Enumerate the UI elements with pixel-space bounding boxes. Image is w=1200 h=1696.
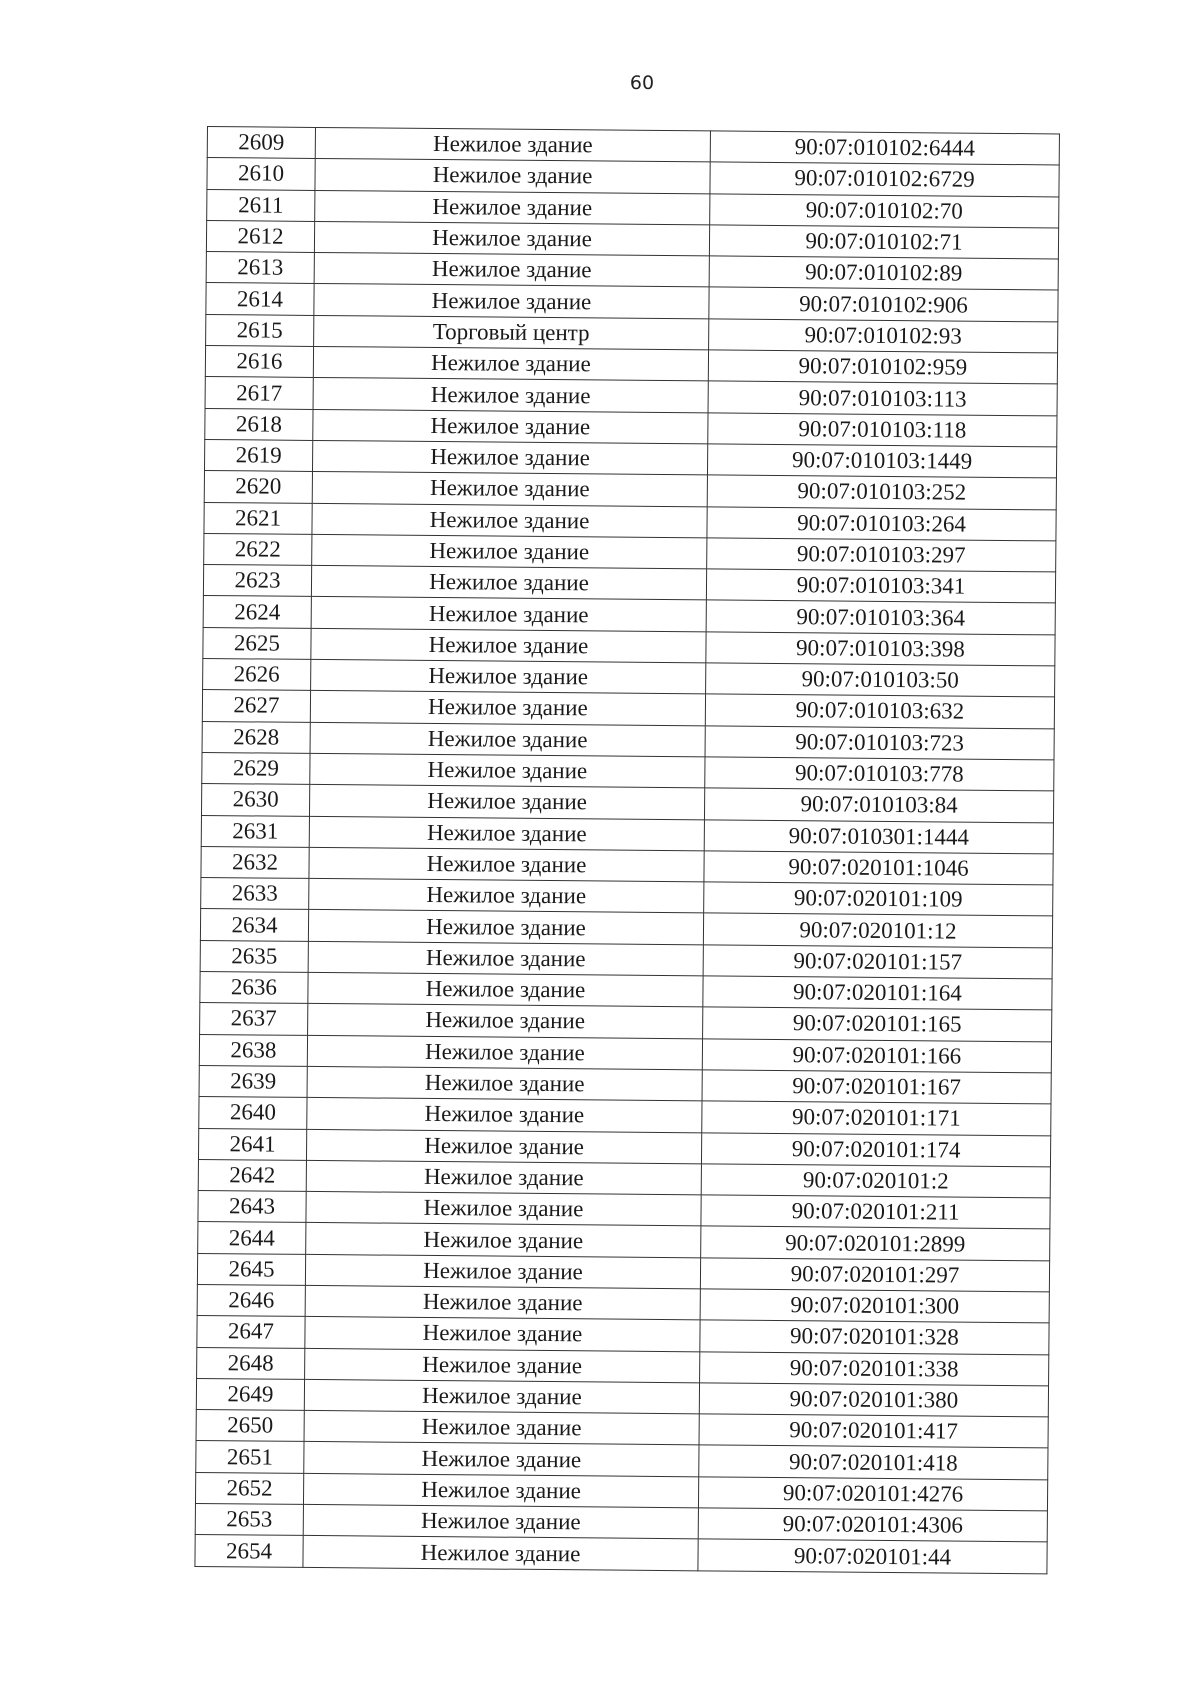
cadastral-number-cell: 90:07:020101:417 xyxy=(699,1414,1048,1448)
object-name-cell: Нежилое здание xyxy=(312,440,707,475)
object-name-cell: Нежилое здание xyxy=(308,941,703,976)
cadastral-number-cell: 90:07:010103:84 xyxy=(704,788,1053,822)
row-number-cell: 2615 xyxy=(206,314,314,346)
cadastral-number-cell: 90:07:020101:4276 xyxy=(698,1477,1047,1511)
cadastral-number-cell: 90:07:010103:50 xyxy=(706,663,1055,697)
object-name-cell: Нежилое здание xyxy=(306,1129,701,1164)
object-name-cell: Нежилое здание xyxy=(306,1192,701,1227)
row-number-cell: 2609 xyxy=(207,127,315,159)
cadastral-number-cell: 90:07:010103:113 xyxy=(708,381,1057,415)
row-number-cell: 2652 xyxy=(195,1472,303,1504)
row-number-cell: 2631 xyxy=(201,815,309,847)
object-name-cell: Нежилое здание xyxy=(310,722,705,757)
cadastral-number-cell: 90:07:010103:252 xyxy=(707,475,1056,509)
object-name-cell: Нежилое здание xyxy=(305,1317,700,1352)
row-number-cell: 2633 xyxy=(201,878,309,910)
object-name-cell: Нежилое здание xyxy=(308,910,703,945)
object-name-cell: Нежилое здание xyxy=(303,1504,698,1539)
row-number-cell: 2630 xyxy=(201,784,309,816)
cadastral-number-cell: 90:07:010102:6444 xyxy=(710,131,1059,165)
object-name-cell: Нежилое здание xyxy=(313,347,708,382)
row-number-cell: 2654 xyxy=(195,1535,303,1567)
object-name-cell: Нежилое здание xyxy=(304,1442,699,1477)
cadastral-number-cell: 90:07:010103:341 xyxy=(706,569,1055,603)
row-number-cell: 2651 xyxy=(196,1441,304,1473)
cadastral-number-cell: 90:07:010103:364 xyxy=(706,600,1055,634)
row-number-cell: 2646 xyxy=(197,1284,305,1316)
row-number-cell: 2644 xyxy=(198,1222,306,1254)
row-number-cell: 2617 xyxy=(205,377,313,409)
object-name-cell: Нежилое здание xyxy=(307,1035,702,1070)
row-number-cell: 2622 xyxy=(204,533,312,565)
object-name-cell: Нежилое здание xyxy=(312,472,707,507)
row-number-cell: 2625 xyxy=(203,627,311,659)
object-name-cell: Нежилое здание xyxy=(314,284,709,319)
cadastral-number-cell: 90:07:020101:1046 xyxy=(704,851,1053,885)
object-name-cell: Нежилое здание xyxy=(312,503,707,538)
cadastral-number-cell: 90:07:020101:211 xyxy=(701,1195,1050,1229)
cadastral-number-cell: 90:07:010103:632 xyxy=(705,694,1054,728)
object-name-cell: Нежилое здание xyxy=(309,816,704,851)
cadastral-number-cell: 90:07:020101:109 xyxy=(704,882,1053,916)
cadastral-number-cell: 90:07:010102:71 xyxy=(709,225,1058,259)
object-name-cell: Нежилое здание xyxy=(311,628,706,663)
row-number-cell: 2650 xyxy=(196,1410,304,1442)
object-name-cell: Нежилое здание xyxy=(304,1379,699,1414)
object-name-cell: Нежилое здание xyxy=(315,159,710,194)
cadastral-number-cell: 90:07:020101:300 xyxy=(700,1289,1049,1323)
row-number-cell: 2611 xyxy=(207,189,315,221)
row-number-cell: 2647 xyxy=(197,1316,305,1348)
cadastral-number-cell: 90:07:020101:297 xyxy=(700,1258,1049,1292)
cadastral-number-cell: 90:07:020101:338 xyxy=(700,1351,1049,1385)
row-number-cell: 2638 xyxy=(199,1034,307,1066)
cadastral-number-cell: 90:07:010103:398 xyxy=(706,632,1055,666)
row-number-cell: 2629 xyxy=(202,752,310,784)
object-name-cell: Нежилое здание xyxy=(307,1098,702,1133)
object-name-cell: Нежилое здание xyxy=(313,409,708,444)
cadastral-number-cell: 90:07:010103:264 xyxy=(707,506,1056,540)
row-number-cell: 2640 xyxy=(199,1097,307,1129)
cadastral-number-cell: 90:07:010102:6729 xyxy=(710,162,1059,196)
object-name-cell: Нежилое здание xyxy=(305,1254,700,1289)
row-number-cell: 2628 xyxy=(202,721,310,753)
row-number-cell: 2612 xyxy=(206,220,314,252)
cadastral-number-cell: 90:07:020101:164 xyxy=(703,976,1052,1010)
object-name-cell: Нежилое здание xyxy=(315,127,710,162)
cadastral-number-cell: 90:07:010102:70 xyxy=(710,193,1059,227)
row-number-cell: 2614 xyxy=(206,283,314,315)
row-number-cell: 2634 xyxy=(200,909,308,941)
object-name-cell: Нежилое здание xyxy=(303,1536,698,1571)
object-name-cell: Нежилое здание xyxy=(312,534,707,569)
object-name-cell: Нежилое здание xyxy=(303,1473,698,1508)
row-number-cell: 2623 xyxy=(203,565,311,597)
cadastral-number-cell: 90:07:010301:1444 xyxy=(704,819,1053,853)
object-name-cell: Нежилое здание xyxy=(310,753,705,788)
cadastral-number-cell: 90:07:010102:959 xyxy=(708,350,1057,384)
object-name-cell: Нежилое здание xyxy=(308,1004,703,1039)
row-number-cell: 2648 xyxy=(197,1347,305,1379)
object-name-cell: Нежилое здание xyxy=(311,659,706,694)
cadastral-number-cell: 90:07:020101:2899 xyxy=(701,1226,1050,1260)
row-number-cell: 2616 xyxy=(205,346,313,378)
cadastral-number-cell: 90:07:010103:778 xyxy=(705,757,1054,791)
object-name-cell: Нежилое здание xyxy=(309,785,704,820)
object-name-cell: Нежилое здание xyxy=(311,597,706,632)
registry-table-body xyxy=(195,127,1060,1574)
row-number-cell: 2653 xyxy=(195,1504,303,1536)
row-number-cell: 2636 xyxy=(200,971,308,1003)
row-number-cell: 2632 xyxy=(201,846,309,878)
cadastral-number-cell: 90:07:020101:418 xyxy=(699,1445,1048,1479)
object-name-cell: Нежилое здание xyxy=(305,1285,700,1320)
object-name-cell: Нежилое здание xyxy=(307,1066,702,1101)
object-name-cell: Нежилое здание xyxy=(310,691,705,726)
cadastral-number-cell: 90:07:010103:723 xyxy=(705,726,1054,760)
object-name-cell: Нежилое здание xyxy=(313,378,708,413)
cadastral-number-cell: 90:07:020101:380 xyxy=(699,1383,1048,1417)
row-number-cell: 2639 xyxy=(199,1065,307,1097)
row-number-cell: 2645 xyxy=(197,1253,305,1285)
cadastral-number-cell: 90:07:020101:4306 xyxy=(698,1508,1047,1542)
table-row xyxy=(195,1535,1047,1574)
row-number-cell: 2613 xyxy=(206,252,314,284)
row-number-cell: 2635 xyxy=(200,940,308,972)
row-number-cell: 2643 xyxy=(198,1191,306,1223)
object-name-cell: Нежилое здание xyxy=(305,1348,700,1383)
object-name-cell: Нежилое здание xyxy=(308,972,703,1007)
row-number-cell: 2626 xyxy=(203,659,311,691)
cadastral-number-cell: 90:07:020101:157 xyxy=(703,945,1052,979)
row-number-cell: 2620 xyxy=(204,471,312,503)
cadastral-number-cell: 90:07:020101:167 xyxy=(702,1070,1051,1104)
cadastral-number-cell: 90:07:020101:165 xyxy=(703,1007,1052,1041)
row-number-cell: 2624 xyxy=(203,596,311,628)
object-name-cell: Нежилое здание xyxy=(304,1411,699,1446)
cadastral-number-cell: 90:07:020101:12 xyxy=(703,913,1052,947)
row-number-cell: 2621 xyxy=(204,502,312,534)
row-number-cell: 2637 xyxy=(200,1003,308,1035)
cadastral-number-cell: 90:07:020101:44 xyxy=(698,1539,1047,1573)
object-name-cell: Нежилое здание xyxy=(309,879,704,914)
row-number-cell: 2642 xyxy=(198,1159,306,1191)
object-name-cell: Нежилое здание xyxy=(306,1223,701,1258)
object-name-cell: Нежилое здание xyxy=(311,566,706,601)
page-number: 60 xyxy=(629,72,655,94)
object-name-cell: Нежилое здание xyxy=(314,253,709,288)
registry-table xyxy=(194,126,1060,1574)
object-name-cell: Торговый центр xyxy=(314,315,709,350)
row-number-cell: 2619 xyxy=(204,439,312,471)
cadastral-number-cell: 90:07:010102:89 xyxy=(709,256,1058,290)
cadastral-number-cell: 90:07:020101:166 xyxy=(702,1038,1051,1072)
cadastral-number-cell: 90:07:010103:1449 xyxy=(707,444,1056,478)
cadastral-number-cell: 90:07:020101:171 xyxy=(702,1101,1051,1135)
object-name-cell: Нежилое здание xyxy=(309,847,704,882)
cadastral-number-cell: 90:07:020101:328 xyxy=(700,1320,1049,1354)
cadastral-number-cell: 90:07:020101:2 xyxy=(701,1164,1050,1198)
row-number-cell: 2610 xyxy=(207,158,315,190)
cadastral-number-cell: 90:07:010102:906 xyxy=(709,287,1058,321)
row-number-cell: 2641 xyxy=(198,1128,306,1160)
object-name-cell: Нежилое здание xyxy=(306,1160,701,1195)
cadastral-number-cell: 90:07:010102:93 xyxy=(709,319,1058,353)
row-number-cell: 2627 xyxy=(202,690,310,722)
object-name-cell: Нежилое здание xyxy=(314,221,709,256)
cadastral-number-cell: 90:07:020101:174 xyxy=(701,1132,1050,1166)
row-number-cell: 2649 xyxy=(196,1378,304,1410)
registry-table-container xyxy=(194,126,1059,1574)
row-number-cell: 2618 xyxy=(205,408,313,440)
cadastral-number-cell: 90:07:010103:118 xyxy=(708,413,1057,447)
cadastral-number-cell: 90:07:010103:297 xyxy=(707,538,1056,572)
object-name-cell: Нежилое здание xyxy=(315,190,710,225)
